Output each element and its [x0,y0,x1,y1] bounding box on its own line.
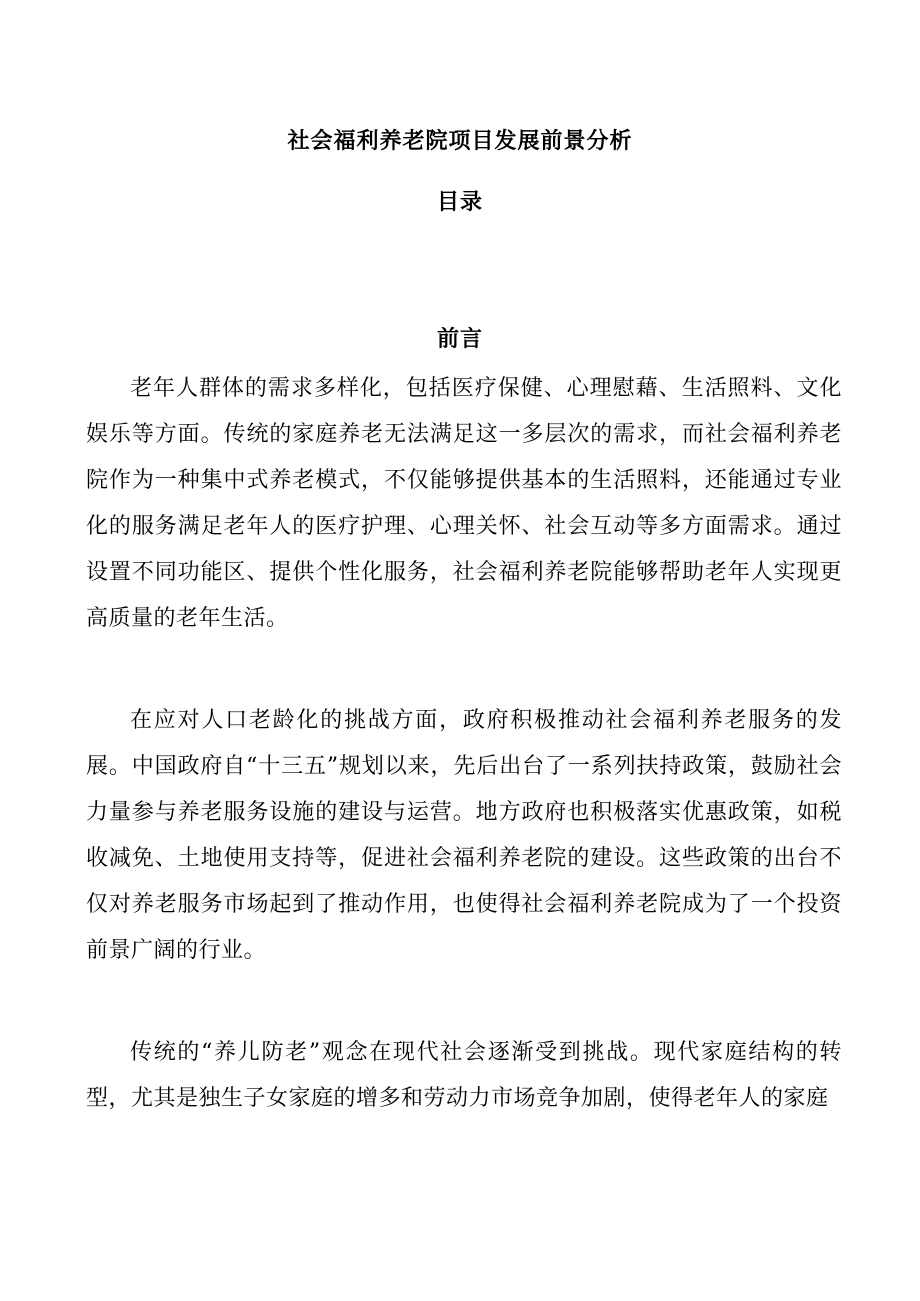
paragraph: 传统的“养儿防老”观念在现代社会逐渐受到挑战。现代家庭结构的转型，尤其是独生子女家庭的增多和劳动力市场竞争加剧，使得老年人的家庭 [86,1040,842,1111]
paragraph: 老年人群体的需求多样化，包括医疗保健、心理慰藉、生活照料、文化娱乐等方面。传统的家庭养老无法满足这一多层次的需求，而社会福利养老院作为一种集中式养老模式，不仅能够提供基本的生活照料，还能通过专业化的服务满足老年人的医疗护理、心理关怀、社会互动等多方面需求。通过设置不同功能区、提供个性化服务，社会福利养老院能够帮助老年人实现更高质量的老年生活。 [86,376,842,631]
preface-heading: 前言 [436,327,483,352]
paragraph: 在应对人口老龄化的挑战方面，政府积极推动社会福利养老服务的发展。中国政府自“十三五”规划以来，先后出台了一系列扶持政策，鼓励社会力量参与养老服务设施的建设与运营。地方政府也积极落实优惠政策，如税收减免、土地使用支持等，促进社会福利养老院的建设。这些政策的出台不仅对养老服务市场起到了推动作用，也使得社会福利养老院成为了一个投资前景广阔的行业。 [86,708,842,963]
toc-heading: 目录 [436,190,483,215]
document-title: 社会福利养老院项目发展前景分析 [287,129,633,154]
